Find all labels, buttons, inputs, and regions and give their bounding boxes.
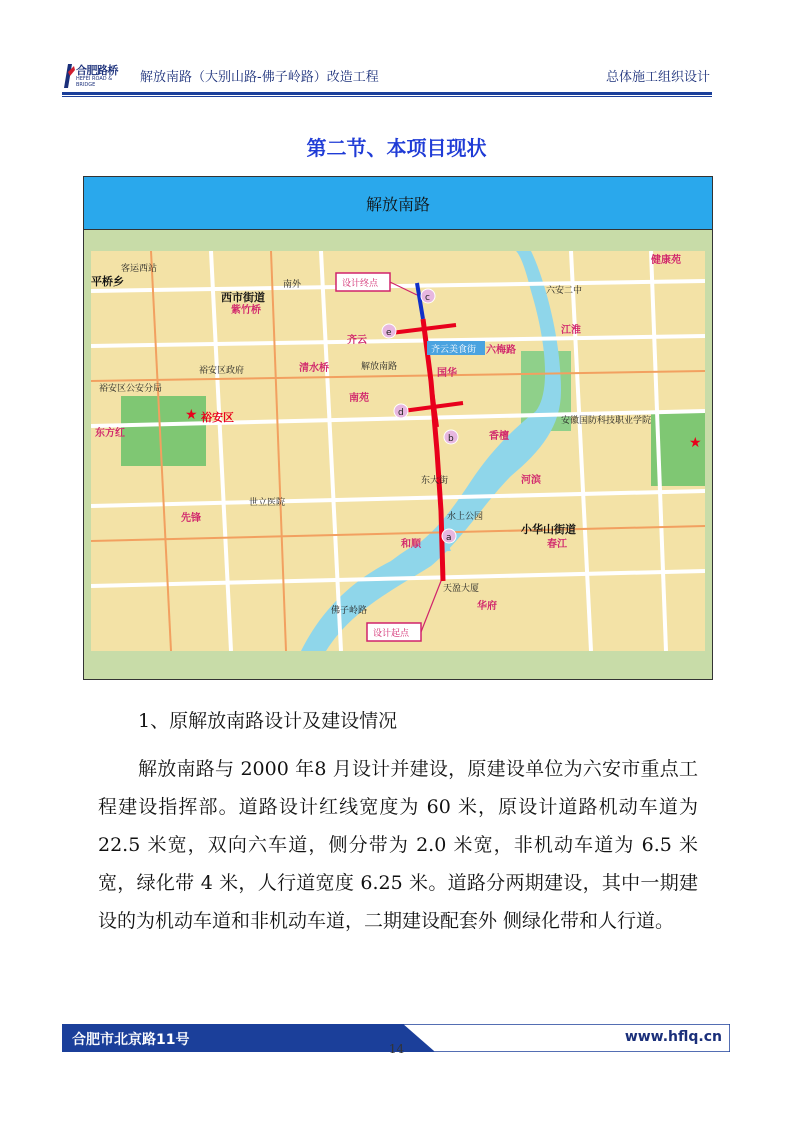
map-label-foziling: 佛子岭路: [331, 606, 368, 616]
map-marker-c: [421, 289, 435, 303]
map-label-ketou: 客运西站: [121, 264, 158, 274]
map-marker-a: [442, 529, 456, 543]
svg-text:e: e: [386, 328, 392, 338]
map-label-guohua: 国华: [437, 368, 457, 379]
location-map: [91, 251, 705, 651]
map-label-jiankangyuan: 健康苑: [651, 255, 681, 266]
map-marker-b: [444, 430, 458, 444]
svg-text:b: b: [448, 434, 454, 444]
header-document-type: 总体施工组织设计: [605, 70, 710, 85]
paragraph-heading: 1、原解放南路设计及建设情况: [138, 710, 398, 732]
svg-text:c: c: [425, 293, 430, 303]
map-label-yuan-gongan: 裕安区公安分局: [99, 384, 163, 394]
page-number: 14: [388, 1042, 405, 1056]
map-label-liumeilu: 六梅路: [486, 345, 516, 356]
map-label-huafu: 华府: [477, 601, 497, 612]
map-marker-d: [394, 404, 408, 418]
map-label-nanwai: 南外: [283, 280, 302, 290]
map-table: [83, 176, 713, 680]
map-label-hebin: 河滨: [521, 475, 541, 486]
svg-text:a: a: [446, 533, 452, 543]
east-star-icon: ★: [689, 435, 702, 451]
map-label-nanyuan: 南苑: [349, 393, 369, 404]
end-point-label: 设计终点: [342, 279, 379, 289]
food-street-label: 齐云美食街: [431, 345, 477, 355]
map-label-xishi: 西市街道: [221, 291, 265, 304]
svg-text:d: d: [398, 408, 404, 418]
food-street-tag: [427, 341, 485, 355]
header-title: 解放南路（大别山路-佛子岭路）改造工程: [140, 70, 379, 85]
logo-subtext: HEFEI ROAD & BRIDGE: [76, 76, 113, 88]
map-label-chunjiang: 春江: [547, 539, 567, 550]
map-marker-e: [382, 324, 396, 338]
header-rule-thin: [62, 96, 712, 97]
start-point-label: 设计起点: [373, 629, 410, 639]
table-header: 解放南路: [84, 177, 712, 230]
district-star-icon: ★: [185, 407, 198, 423]
map-label-district: 裕安区: [201, 411, 234, 424]
map-label-qingshuiqiao: 清水桥: [299, 363, 329, 374]
header-rule: [62, 92, 712, 95]
map-label-dongfanghong: 东方红: [95, 428, 125, 439]
logo-mark-icon: [62, 62, 76, 90]
paragraph-body: 解放南路与 2000 年8 月设计并建设，原建设单位为六安市重点工程建设指挥部。道路设计红线宽度为 60 米，原设计道路机动车道为 22.5 米宽，双向六车道，侧分带为 2.0 米宽，非机动车道为 6.5 米宽，绿化带 4 米，人行道宽度 6.25 米。道路分两期建设，其中一期建设的为机动车道和非机动车道，二期建设配套外 侧绿化带和人行道。: [98, 758, 698, 932]
map-label-yuanqu: 裕安区政府: [199, 366, 245, 376]
map-label-heshun: 和顺: [401, 539, 421, 550]
map-label-pingqiao: 平桥乡: [91, 275, 124, 288]
map-label-shuishang: 水上公园: [447, 512, 484, 522]
footer-address: 合肥市北京路11号: [72, 1032, 190, 1048]
section-title: 第二节、本项目现状: [306, 136, 487, 160]
map-label-xianfeng: 先锋: [181, 513, 201, 524]
map-label-anhui: 安徽国防科技职业学院: [561, 416, 652, 426]
map-label-tiansheng: 天盈大厦: [443, 584, 480, 594]
map-label-jiefangnan: 解放南路: [361, 362, 398, 372]
map-label-ziweiqiao: 紫竹桥: [231, 305, 261, 316]
page-header: [62, 60, 710, 94]
map-label-liuan-erzhong: 六安二中: [546, 286, 583, 296]
logo-text: 合肥路桥: [76, 64, 118, 77]
map-label-jiangnan: 江淮: [561, 325, 581, 336]
footer-website[interactable]: www.hflq.cn: [624, 1029, 722, 1045]
map-label-dongda: 东大街: [421, 476, 449, 486]
map-label-qiyun: 齐云: [347, 335, 367, 346]
company-logo: [62, 62, 132, 90]
map-label-shiguoyiyuan: 世立医院: [249, 498, 286, 508]
map-label-xiangli: 香檀: [489, 431, 509, 442]
map-label-xiaohuashan: 小华山街道: [521, 523, 576, 536]
